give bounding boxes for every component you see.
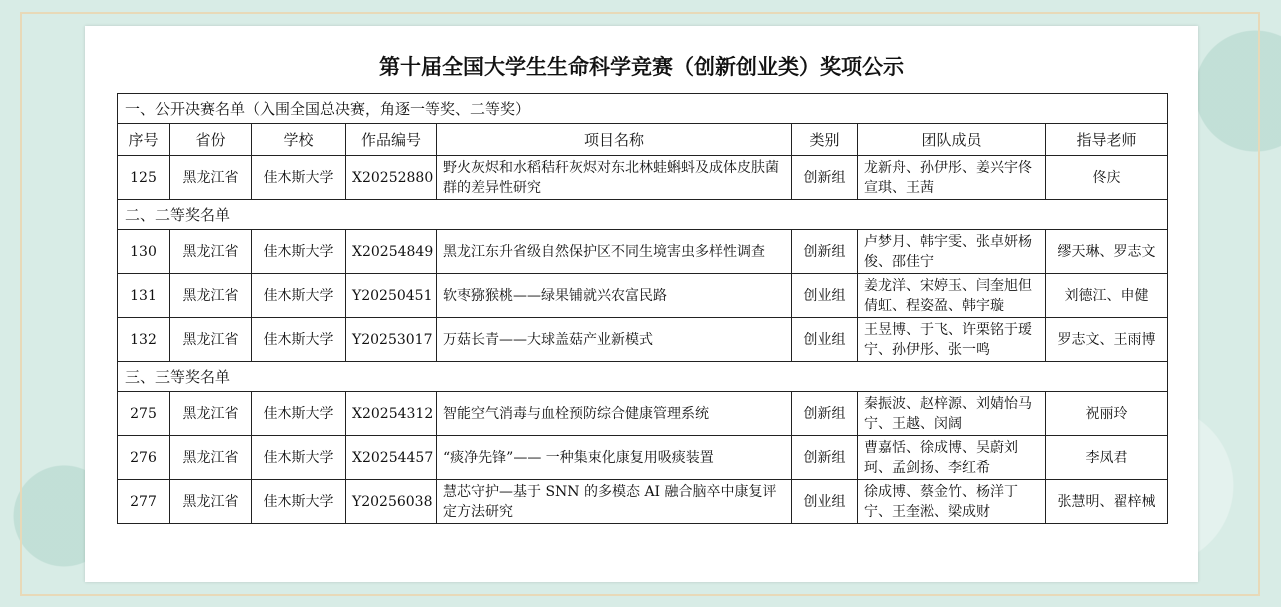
advisor-cell: 刘德江、申健 xyxy=(1046,274,1168,318)
page-title: 第十届全国大学生生命科学竞赛（创新创业类）奖项公示 xyxy=(379,55,904,79)
advisor-cell: 张慧明、翟梓械 xyxy=(1046,480,1168,524)
members-cell: 曹嘉恬、徐成博、吴蔚刘珂、孟剑扬、李红希 xyxy=(858,436,1046,480)
no-cell: 131 xyxy=(118,274,170,318)
school-cell: 佳木斯大学 xyxy=(252,480,346,524)
table-row xyxy=(118,436,1168,480)
project-cell: 智能空气消毒与血栓预防综合健康管理系统 xyxy=(437,392,792,436)
advisor-cell: 缪天琳、罗志文 xyxy=(1046,230,1168,274)
header-cell: 作品编号 xyxy=(346,124,437,156)
section-row xyxy=(118,362,1168,392)
school-cell: 佳木斯大学 xyxy=(252,436,346,480)
advisor-cell: 佟庆 xyxy=(1046,156,1168,200)
section-label: 一、公开决赛名单（入围全国总决赛，角逐一等奖、二等奖） xyxy=(118,94,1168,124)
awards-table xyxy=(117,93,1168,524)
project-cell: “痰净先锋”—— 一种集束化康复用吸痰装置 xyxy=(437,436,792,480)
project-cell: 软枣猕猴桃——绿果铺就兴农富民路 xyxy=(437,274,792,318)
header-cell: 团队成员 xyxy=(858,124,1046,156)
section-label: 二、二等奖名单 xyxy=(118,200,1168,230)
category-cell: 创业组 xyxy=(792,318,858,362)
advisor-cell: 祝丽玲 xyxy=(1046,392,1168,436)
no-cell: 132 xyxy=(118,318,170,362)
school-cell: 佳木斯大学 xyxy=(252,156,346,200)
category-cell: 创业组 xyxy=(792,480,858,524)
code-cell: Y20250451 xyxy=(346,274,437,318)
province-cell: 黑龙江省 xyxy=(170,392,252,436)
section-row xyxy=(118,94,1168,124)
members-cell: 秦振波、赵梓源、刘婧怡马宁、王越、闵阔 xyxy=(858,392,1046,436)
category-cell: 创新组 xyxy=(792,392,858,436)
header-cell: 指导老师 xyxy=(1046,124,1168,156)
code-cell: X20254312 xyxy=(346,392,437,436)
table-row xyxy=(118,392,1168,436)
project-cell: 万菇长青——大球盖菇产业新模式 xyxy=(437,318,792,362)
members-cell: 卢梦月、韩宇雯、张卓妍杨俊、邵佳宁 xyxy=(858,230,1046,274)
province-cell: 黑龙江省 xyxy=(170,274,252,318)
province-cell: 黑龙江省 xyxy=(170,318,252,362)
school-cell: 佳木斯大学 xyxy=(252,274,346,318)
members-cell: 徐成博、蔡金竹、杨洋丁宁、王奎淞、梁成财 xyxy=(858,480,1046,524)
header-cell: 类别 xyxy=(792,124,858,156)
no-cell: 130 xyxy=(118,230,170,274)
province-cell: 黑龙江省 xyxy=(170,230,252,274)
table-row xyxy=(118,318,1168,362)
no-cell: 125 xyxy=(118,156,170,200)
code-cell: X20254457 xyxy=(346,436,437,480)
table-row xyxy=(118,274,1168,318)
school-cell: 佳木斯大学 xyxy=(252,392,346,436)
code-cell: X20252880 xyxy=(346,156,437,200)
province-cell: 黑龙江省 xyxy=(170,480,252,524)
category-cell: 创新组 xyxy=(792,156,858,200)
code-cell: Y20253017 xyxy=(346,318,437,362)
members-cell: 龙新舟、孙伊彤、姜兴宇佟宣琪、王茜 xyxy=(858,156,1046,200)
advisor-cell: 李凤君 xyxy=(1046,436,1168,480)
header-cell: 学校 xyxy=(252,124,346,156)
members-cell: 王昱博、于飞、许栗铭于瑷宁、孙伊彤、张一鸣 xyxy=(858,318,1046,362)
header-cell: 项目名称 xyxy=(437,124,792,156)
announcement-sheet xyxy=(85,26,1198,582)
project-cell: 野火灰烬和水稻秸秆灰烬对东北林蛙蝌蚪及成体皮肤菌群的差异性研究 xyxy=(437,156,792,200)
province-cell: 黑龙江省 xyxy=(170,156,252,200)
category-cell: 创新组 xyxy=(792,230,858,274)
header-cell: 序号 xyxy=(118,124,170,156)
category-cell: 创业组 xyxy=(792,274,858,318)
no-cell: 276 xyxy=(118,436,170,480)
school-cell: 佳木斯大学 xyxy=(252,318,346,362)
code-cell: Y20256038 xyxy=(346,480,437,524)
members-cell: 姜龙洋、宋婷玉、闫奎旭但倩虹、程姿盈、韩宇璇 xyxy=(858,274,1046,318)
header-row xyxy=(118,124,1168,156)
project-cell: 黑龙江东升省级自然保护区不同生境害虫多样性调查 xyxy=(437,230,792,274)
no-cell: 275 xyxy=(118,392,170,436)
school-cell: 佳木斯大学 xyxy=(252,230,346,274)
section-row xyxy=(118,200,1168,230)
table-row xyxy=(118,480,1168,524)
advisor-cell: 罗志文、王雨博 xyxy=(1046,318,1168,362)
no-cell: 277 xyxy=(118,480,170,524)
section-label: 三、三等奖名单 xyxy=(118,362,1168,392)
code-cell: X20254849 xyxy=(346,230,437,274)
province-cell: 黑龙江省 xyxy=(170,436,252,480)
project-cell: 慧芯守护—基于 SNN 的多模态 AI 融合脑卒中康复评定方法研究 xyxy=(437,480,792,524)
table-row xyxy=(118,230,1168,274)
header-cell: 省份 xyxy=(170,124,252,156)
category-cell: 创新组 xyxy=(792,436,858,480)
table-row xyxy=(118,156,1168,200)
